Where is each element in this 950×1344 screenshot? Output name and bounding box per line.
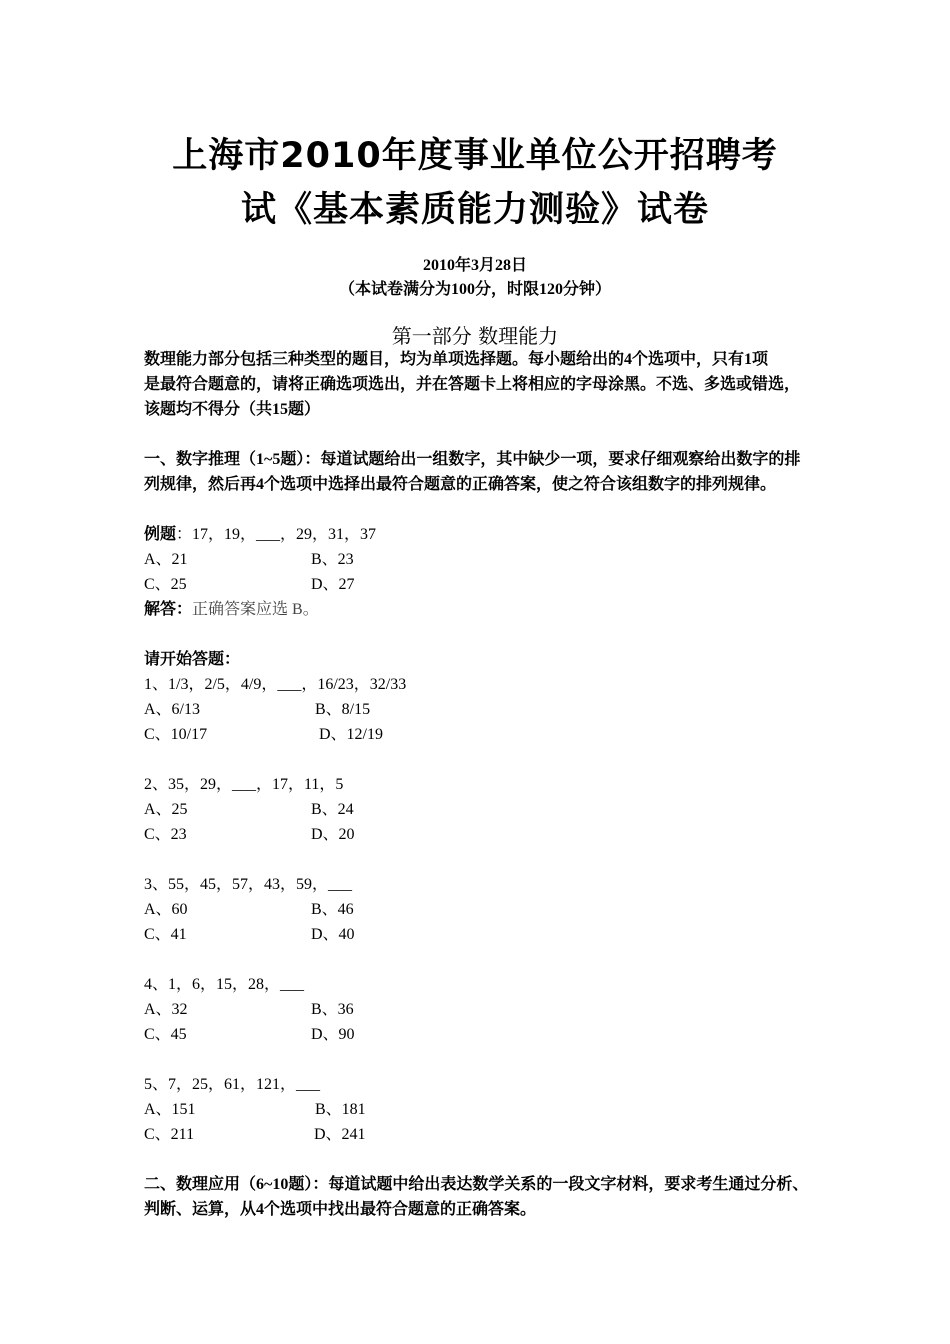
question-3-option-b: B、46 xyxy=(311,901,354,918)
intro-line: 数理能力部分包括三种类型的题目，均为单项选择题。每小题给出的4个选项中，只有1项 xyxy=(144,351,769,368)
question-3-option-c: C、41 xyxy=(144,926,187,943)
question-3: 3、55，45，57，43，59，___ xyxy=(144,876,353,893)
question-1: 1、1/3，2/5，4/9，___，16/23，32/33 xyxy=(144,676,407,693)
question-2-option-a: A、25 xyxy=(144,801,188,818)
question-4-option-a: A、32 xyxy=(144,1001,188,1018)
question-2-option-c: C、23 xyxy=(144,826,187,843)
example-sequence: ：17，19，___，29，31，37 xyxy=(176,526,377,543)
question-5-option-c: C、211 xyxy=(144,1126,195,1143)
question-2-option-b: B、24 xyxy=(311,801,354,818)
question-5-option-a: A、151 xyxy=(144,1101,196,1118)
question-1-option-a: A、6/13 xyxy=(144,701,201,718)
example-option-b: B、23 xyxy=(311,551,354,568)
question-5: 5、7，25，61，121，___ xyxy=(144,1076,321,1093)
page-title-line-1: 上海市2010年度事业单位公开招聘考 xyxy=(172,136,778,176)
part1-instruction-line: 一、数字推理（1~5题）：每道试题给出一组数字，其中缺少一项，要求仔细观察给出数字的排 xyxy=(144,451,801,468)
question-5-option-b: B、181 xyxy=(315,1101,366,1118)
intro-line: 是最符合题意的，请将正确选项选出，并在答题卡上将相应的字母涂黑。不选、多选或错选， xyxy=(144,376,801,393)
question-1-option-b: B、8/15 xyxy=(315,701,371,718)
page-title-line-2: 试《基本素质能力测验》试卷 xyxy=(240,190,709,230)
question-4: 4、1，6，15，28，___ xyxy=(144,976,305,993)
start-label: 请开始答题： xyxy=(144,651,241,668)
part1-instruction-line: 列规律，然后再4个选项中选择出最符合题意的正确答案，使之符合该组数字的排列规律。 xyxy=(144,476,777,493)
question-3-option-d: D、40 xyxy=(311,926,355,943)
question-1-option-d: D、12/19 xyxy=(319,726,384,743)
question-3-option-a: A、60 xyxy=(144,901,188,918)
section-title: 第一部分 数理能力 xyxy=(391,324,559,348)
part2-instruction-line: 二、数理应用（6~10题）：每道试题中给出表达数学关系的一段文字材料，要求考生通过分析、 xyxy=(144,1176,809,1193)
answer-text: 正确答案应选 B。 xyxy=(192,601,319,618)
intro-line: 该题均不得分（共15题） xyxy=(144,401,321,418)
example-option-a: A、21 xyxy=(144,551,188,568)
exam-note: （本试卷满分为100分，时限120分钟） xyxy=(338,281,611,298)
part2-instruction-line: 判断、运算，从4个选项中找出最符合题意的正确答案。 xyxy=(144,1201,537,1218)
example-question xyxy=(144,525,376,545)
question-4-option-c: C、45 xyxy=(144,1026,187,1043)
example-option-c: C、25 xyxy=(144,576,187,593)
question-5-option-d: D、241 xyxy=(314,1126,366,1143)
question-4-option-d: D、90 xyxy=(311,1026,355,1043)
example-label: 例题 xyxy=(144,526,177,543)
exam-date: 2010年3月28日 xyxy=(422,257,527,274)
question-1-option-c: C、10/17 xyxy=(144,726,208,743)
question-2-option-d: D、20 xyxy=(311,826,355,843)
question-4-option-b: B、36 xyxy=(311,1001,354,1018)
question-2: 2、35，29，___，17，11，5 xyxy=(144,776,344,793)
answer-label: 解答： xyxy=(144,601,193,618)
example-option-d: D、27 xyxy=(311,576,355,593)
example-answer xyxy=(144,600,319,620)
